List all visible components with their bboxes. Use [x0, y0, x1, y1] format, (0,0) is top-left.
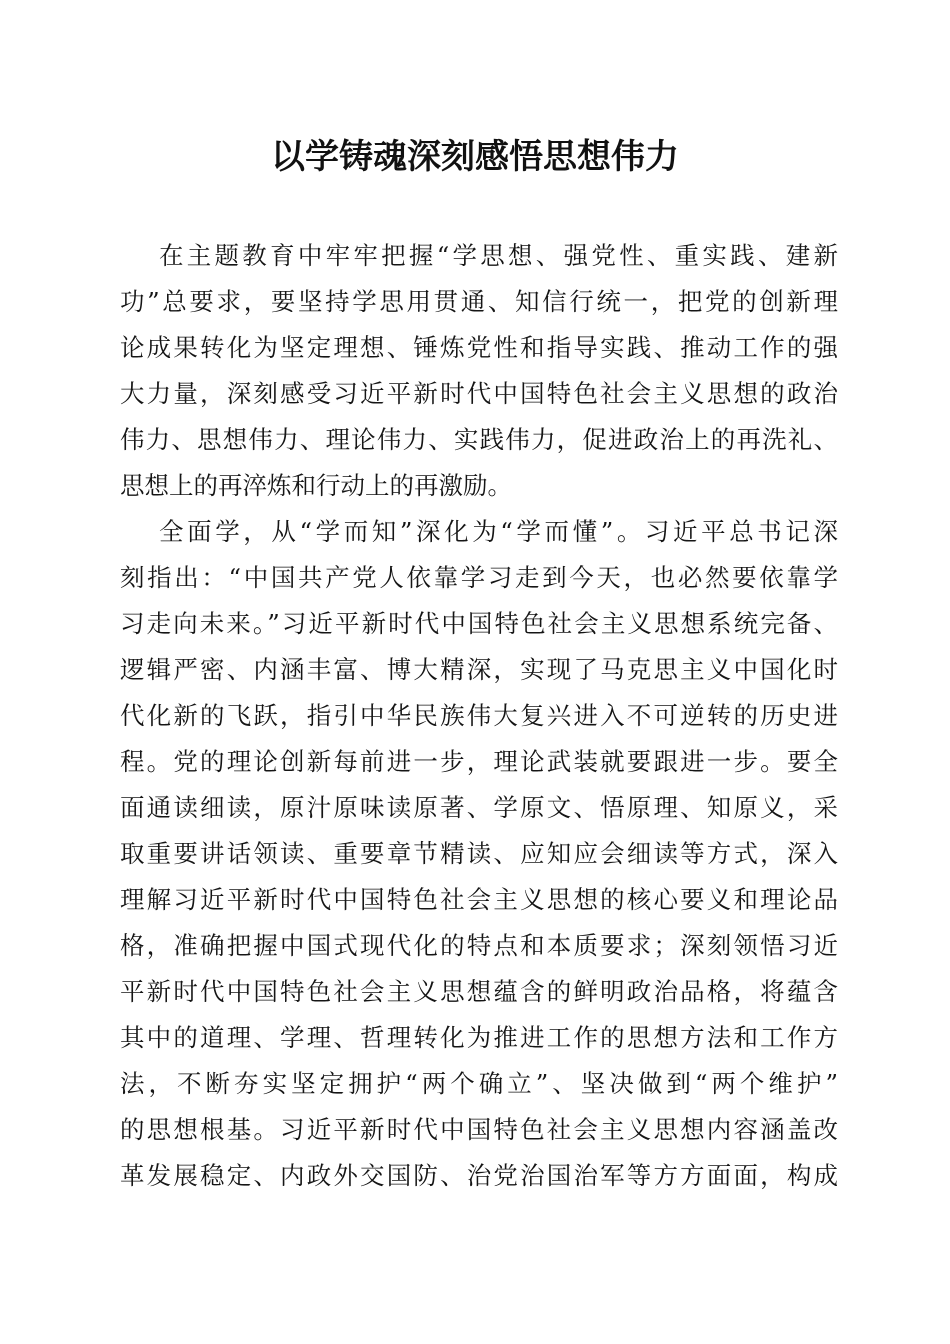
- paragraph-2-line: 取重要讲话领读、重要章节精读、应知应会细读等方式，深入: [120, 839, 838, 868]
- paragraph-2-line: 习走向未来。”习近平新时代中国特色社会主义思想系统完备、: [120, 609, 838, 638]
- paragraph-1-line: 功”总要求，要坚持学思用贯通、知信行统一，把党的创新理: [120, 287, 838, 316]
- page-title: 以学铸魂深刻感悟思想伟力: [271, 137, 679, 177]
- paragraph-1-line: 伟力、思想伟力、理论伟力、实践伟力，促进政治上的再洗礼、: [120, 425, 838, 454]
- paragraph-2-line: 面通读细读，原汁原味读原著、学原文、悟原理、知原义，采: [120, 793, 838, 822]
- paragraph-2-line: 全面学，从“学而知”深化为“学而懂”。习近平总书记深: [159, 517, 838, 546]
- paragraph-2-line: 程。党的理论创新每前进一步，理论武装就要跟进一步。要全: [120, 747, 838, 776]
- paragraph-2-line: 代化新的飞跃，指引中华民族伟大复兴进入不可逆转的历史进: [120, 701, 838, 730]
- paragraph-1-line: 在主题教育中牢牢把握“学思想、强党性、重实践、建新: [159, 241, 838, 270]
- paragraph-2-line: 革发展稳定、内政外交国防、治党治国治军等方方面面，构成: [120, 1161, 838, 1190]
- paragraph-1-line: 大力量，深刻感受习近平新时代中国特色社会主义思想的政治: [120, 379, 838, 408]
- paragraph-2-line: 法，不断夯实坚定拥护“两个确立”、坚决做到“两个维护”: [120, 1069, 838, 1098]
- paragraph-2-line: 其中的道理、学理、哲理转化为推进工作的思想方法和工作方: [120, 1023, 838, 1052]
- paragraph-2-line: 逻辑严密、内涵丰富、博大精深，实现了马克思主义中国化时: [120, 655, 838, 684]
- paragraph-2-line: 平新时代中国特色社会主义思想蕴含的鲜明政治品格，将蕴含: [120, 977, 838, 1006]
- paragraph-2-line: 刻指出：“中国共产党人依靠学习走到今天，也必然要依靠学: [120, 563, 838, 592]
- document-body: [120, 233, 838, 1199]
- paragraph-1-line: 思想上的再淬炼和行动上的再激励。: [120, 471, 512, 500]
- paragraph-1-line: 论成果转化为坚定理想、锤炼党性和指导实践、推动工作的强: [120, 333, 838, 362]
- paragraph-2-line: 理解习近平新时代中国特色社会主义思想的核心要义和理论品: [120, 885, 838, 914]
- paragraph-2-line: 的思想根基。习近平新时代中国特色社会主义思想内容涵盖改: [120, 1115, 838, 1144]
- paragraph-2-line: 格，准确把握中国式现代化的特点和本质要求；深刻领悟习近: [120, 931, 838, 960]
